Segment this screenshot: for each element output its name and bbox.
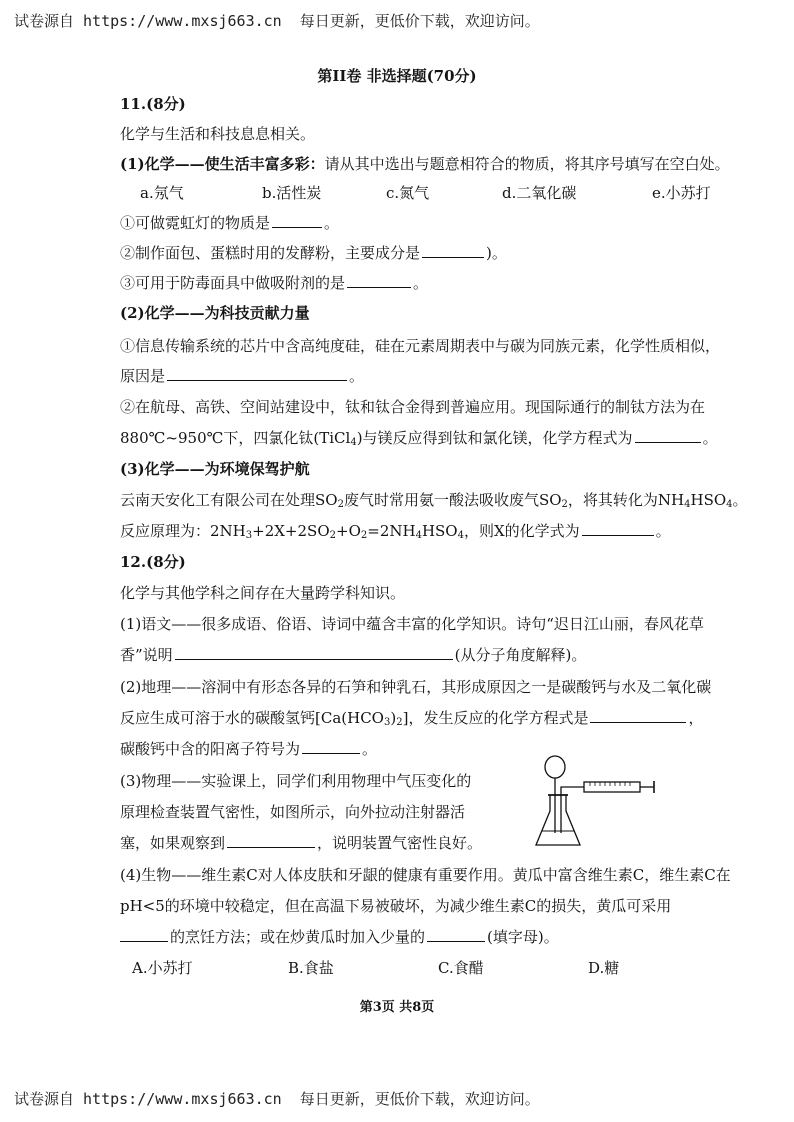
option-C: C.食醋: [438, 959, 484, 977]
q11-part1-heading: (1)化学——使生活丰富多彩：: [120, 155, 325, 173]
text-segment: ，: [688, 709, 704, 727]
subscript: 4: [457, 530, 464, 541]
q11-part2-item1a: ①信息传输系统的芯片中含高纯度硅，硅在元素周期表中与碳为同族元素，化学性质相似，: [120, 337, 721, 355]
q11-item1-text: ①可做霓虹灯的物质是: [120, 214, 271, 232]
q12-part4-line1: (4)生物——维生素C对人体皮肤和牙龈的健康有重要作用。黄瓜中富含维生素C，维生素C在: [120, 866, 731, 884]
funnel-bulb-icon: [545, 756, 565, 778]
subscript: 4: [726, 499, 733, 510]
text-segment: 的烹饪方法；或在炒黄瓜时加入少量的: [170, 928, 426, 946]
answer-blank[interactable]: [302, 739, 360, 754]
q11-header: 11.(8分): [120, 95, 186, 113]
q11-item1: [120, 213, 339, 233]
q11-item1-end: 。: [324, 214, 340, 232]
text-segment: 废气时常用氨一酸法吸收废气SO: [343, 491, 562, 509]
subscript: 3: [245, 530, 253, 541]
q11-part2-item2b-text1: 880℃~950℃下，四氯化钛(TiCl: [120, 429, 351, 447]
answer-blank[interactable]: [635, 428, 701, 443]
q12-part2-line1: (2)地理——溶洞中有形态各异的石笋和钟乳石，其形成原因之一是碳酸钙与水及二氧化碳: [120, 678, 712, 696]
subscript: 4: [684, 499, 691, 510]
text-segment: 。: [655, 522, 671, 540]
q12-part3-line1: (3)物理——实验课上，同学们利用物理中气压变化的: [120, 772, 472, 790]
q12-part4-options: [132, 958, 619, 978]
subscript: 2: [396, 717, 403, 728]
option-c: c.氮气: [386, 184, 430, 202]
text-segment: +2X+2SO: [252, 522, 330, 540]
option-a: a.氖气: [140, 184, 184, 202]
option-A: A.小苏打: [132, 959, 193, 977]
q12-part2-line2: [120, 708, 703, 728]
text-segment: 塞，如果观察到: [120, 834, 226, 852]
text-segment: ，则X的化学式为: [463, 522, 580, 540]
option-b: b.活性炭: [262, 184, 322, 202]
text-segment: 云南天安化工有限公司在处理SO: [120, 491, 338, 509]
answer-blank[interactable]: [120, 927, 168, 942]
subscript: 4: [350, 437, 357, 448]
q11-part1-line: [120, 154, 730, 174]
text-segment: ): [390, 709, 397, 727]
q12-part2-line3: [120, 739, 377, 759]
syringe-icon: [584, 782, 640, 792]
text-segment: 反应原理为：2NH: [120, 522, 246, 540]
q11-part2-item1b-text: 原因是: [120, 367, 166, 385]
q11-part2-item2b: [120, 428, 718, 448]
text-segment: 。: [732, 491, 748, 509]
q11-item3-text: ③可用于防毒面具中做吸附剂的是: [120, 274, 346, 292]
q11-part3-line2: [120, 521, 671, 541]
subscript: 2: [360, 530, 368, 541]
text-segment: +O: [336, 522, 361, 540]
q11-item3: [120, 273, 428, 293]
text-segment: (填字母)。: [487, 928, 559, 946]
q11-item2: [120, 243, 507, 263]
apparatus-figure: [532, 753, 662, 853]
q11-part1-instruction: 请从其中选出与题意相符合的物质，将其序号填写在空白处。: [324, 155, 730, 173]
answer-blank[interactable]: [175, 645, 453, 660]
q11-part3-line1: [120, 490, 748, 510]
q12-part3-line2: 原理检查装置气密性，如图所示，向外拉动注射器活: [120, 803, 466, 821]
text-segment: ]，发生反应的化学方程式是: [402, 709, 589, 727]
subscript: 2: [329, 530, 336, 541]
q11-part2-heading: (2)化学——为科技贡献力量: [120, 304, 310, 322]
answer-blank[interactable]: [167, 366, 347, 381]
subscript: 2: [337, 499, 344, 510]
text-segment: 反应生成可溶于水的碳酸氢钙[Ca(HCO: [120, 709, 384, 727]
answer-blank[interactable]: [422, 243, 484, 258]
q11-part2-item2b-text2: )与镁反应得到钛和氯化镁，化学方程式为: [356, 429, 633, 447]
option-D: D.糖: [588, 959, 620, 977]
answer-blank[interactable]: [582, 521, 654, 536]
q11-part2-item2-end: 。: [702, 429, 718, 447]
q11-part2-item1-end: 。: [349, 367, 365, 385]
q12-part4-line3: [120, 927, 559, 947]
watermark-bottom: 试卷源自 https://www.mxsj663.cn 每日更新，更低价下载，欢迎访问。: [14, 1090, 540, 1108]
subscript: 2: [561, 499, 568, 510]
q12-part1-line2: [120, 645, 586, 665]
q12-header: 12.(8分): [120, 553, 186, 571]
subscript: 4: [415, 530, 422, 541]
text-segment: 。: [362, 740, 378, 758]
answer-blank[interactable]: [347, 273, 411, 288]
watermark-top: 试卷源自 https://www.mxsj663.cn 每日更新，更低价下载，欢迎访问。: [14, 12, 540, 30]
text-segment: ，将其转化为NH: [567, 491, 685, 509]
q11-intro: 化学与生活和科技息息相关。: [120, 125, 316, 143]
q11-options: [140, 183, 711, 203]
text-segment: HSO: [690, 491, 727, 509]
q12-part1-line1: (1)语文——很多成语、俗语、诗词中蕴含丰富的化学知识。诗句“迟日江山丽，春风花草: [120, 615, 704, 633]
flask-icon: [536, 795, 580, 845]
text-segment: ，说明装置气密性良好。: [317, 834, 483, 852]
text-segment: HSO: [421, 522, 458, 540]
subscript: 3: [383, 717, 391, 728]
q11-part2-item1b: [120, 366, 364, 386]
answer-blank[interactable]: [427, 927, 485, 942]
text-segment: (从分子角度解释)。: [454, 646, 587, 664]
option-d: d.二氧化碳: [502, 184, 577, 202]
q11-item3-end: 。: [413, 274, 429, 292]
q11-part2-item2a: ②在航母、高铁、空间站建设中，钛和钛合金得到普遍应用。现国际通行的制钛方法为在: [120, 398, 706, 416]
q11-part3-heading: (3)化学——为环境保驾护航: [120, 460, 310, 478]
text-segment: 碳酸钙中含的阳离子符号为: [120, 740, 301, 758]
text-segment: 香”说明: [120, 646, 173, 664]
q12-part4-line2: pH<5的环境中较稳定，但在高温下易被破坏，为减少维生素C的损失，黄瓜可采用: [120, 897, 672, 915]
answer-blank[interactable]: [227, 833, 315, 848]
page-number: 第3页 共8页: [359, 1000, 435, 1015]
answer-blank[interactable]: [590, 708, 686, 723]
q11-item2-text: ②制作面包、蛋糕时用的发酵粉，主要成分是: [120, 244, 421, 262]
q12-intro: 化学与其他学科之间存在大量跨学科知识。: [120, 584, 406, 602]
q12-part3-line3: [120, 833, 482, 853]
text-segment: =2NH: [367, 522, 416, 540]
option-e: e.小苏打: [652, 184, 711, 202]
q11-item2-end: )。: [486, 244, 507, 262]
option-B: B.食盐: [288, 959, 334, 977]
section-title: 第II卷 非选择题(70分): [317, 67, 477, 85]
answer-blank[interactable]: [272, 213, 322, 228]
